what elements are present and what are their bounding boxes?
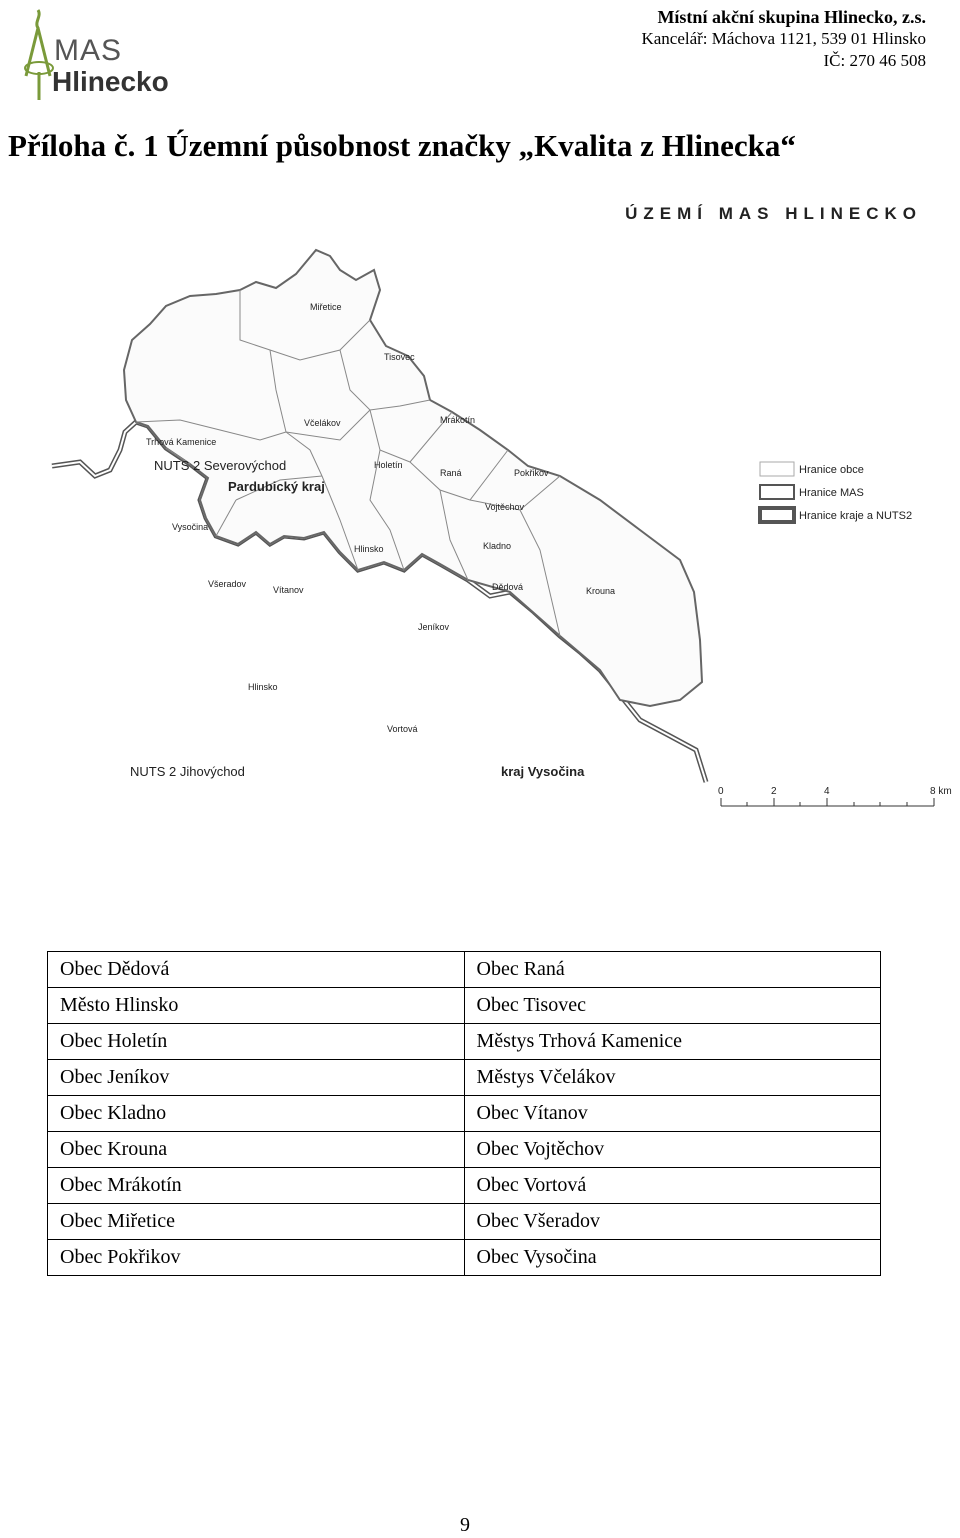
logo-hlinecko-text: Hlinecko [52, 66, 169, 97]
map-label-nuts-south: NUTS 2 Jihovýchod [130, 764, 245, 779]
table-cell-left: Obec Dědová [48, 952, 465, 988]
scale-tick-4: 4 [824, 786, 830, 797]
table-row [48, 1240, 881, 1276]
map-svg [40, 200, 960, 820]
table-cell-right: Obec Raná [464, 952, 881, 988]
map-label-hlinsko-2: Hlinsko [248, 682, 278, 692]
table-row [48, 988, 881, 1024]
legend-swatch-kraje [760, 508, 794, 522]
table-cell-right: Obec Vysočina [464, 1240, 881, 1276]
scale-tick-8: 8 km [930, 786, 952, 797]
map-label-krouna: Krouna [586, 586, 616, 596]
table-row [48, 1096, 881, 1132]
municipality-table [47, 951, 881, 1276]
table-cell-right: Obec Všeradov [464, 1204, 881, 1240]
map-label-mrakotin: Mrákotín [440, 415, 476, 425]
map-label-rana: Raná [440, 468, 462, 478]
table-row [48, 1024, 881, 1060]
map-label-vortova: Vortová [387, 724, 418, 734]
legend-swatch-obce [760, 462, 794, 476]
table-cell-right: Obec Vojtěchov [464, 1132, 881, 1168]
table-cell-right: Městys Včelákov [464, 1060, 881, 1096]
table-row [48, 1060, 881, 1096]
map-label-celakov: Včelákov [304, 418, 341, 428]
map-legend [760, 462, 912, 522]
table-cell-left: Obec Miřetice [48, 1204, 465, 1240]
logo-mas-text: MAS [54, 34, 123, 67]
map-label-pardubicky-kraj: Pardubický kraj [228, 479, 325, 494]
table-cell-left: Obec Kladno [48, 1096, 465, 1132]
legend-swatch-mas [760, 485, 794, 499]
table-cell-right: Obec Vítanov [464, 1096, 881, 1132]
table-row [48, 1132, 881, 1168]
map-label-jenikov: Jeníkov [418, 622, 450, 632]
org-address: Kancelář: Máchova 1121, 539 01 Hlinsko [641, 29, 926, 48]
map-scale-bar [718, 786, 952, 806]
table-cell-right: Obec Tisovec [464, 988, 881, 1024]
table-cell-left: Obec Jeníkov [48, 1060, 465, 1096]
mas-logo [12, 6, 212, 106]
page-title: Příloha č. 1 Územní působnost značky „Kvalita z Hlinecka“ [8, 128, 796, 163]
table-cell-left: Obec Mrákotín [48, 1168, 465, 1204]
map-label-vitanov: Vítanov [273, 585, 304, 595]
table-row [48, 1168, 881, 1204]
table-cell-left: Obec Holetín [48, 1024, 465, 1060]
map-label-miretice: Miřetice [310, 302, 342, 312]
table-row [48, 952, 881, 988]
territory-map [40, 200, 960, 820]
organization-info [641, 6, 926, 72]
map-title: ÚZEMÍ MAS HLINECKO [625, 204, 922, 223]
map-label-kladno: Kladno [483, 541, 512, 551]
map-label-holetin: Holetín [374, 460, 403, 470]
map-label-vysocina: Vysočina [172, 522, 209, 532]
org-name: Místní akční skupina Hlinecko, z.s. [657, 7, 926, 27]
map-label-tisovec: Tisovec [384, 352, 415, 362]
mas-outline [124, 250, 702, 706]
scale-tick-0: 0 [718, 786, 724, 797]
map-label-pokrikov: Pokřikov [514, 468, 549, 478]
table-cell-right: Městys Trhová Kamenice [464, 1024, 881, 1060]
map-label-vojtechov: Vojtěchov [485, 502, 525, 512]
table-cell-right: Obec Vortová [464, 1168, 881, 1204]
table-cell-left: Obec Krouna [48, 1132, 465, 1168]
municipality-table-body [48, 952, 881, 1276]
legend-obce: Hranice obce [799, 464, 864, 476]
map-label-kraj-vysocina: kraj Vysočina [501, 764, 585, 779]
map-label-trhova: Trhová Kamenice [146, 437, 217, 447]
org-ic: IČ: 270 46 508 [823, 51, 926, 70]
table-cell-left: Město Hlinsko [48, 988, 465, 1024]
table-cell-left: Obec Pokřikov [48, 1240, 465, 1276]
map-label-dedova: Dědová [492, 582, 524, 592]
table-row [48, 1204, 881, 1240]
scale-tick-2: 2 [771, 786, 777, 797]
map-label-vseradov: Všeradov [208, 579, 247, 589]
map-label-hlinsko-1: Hlinsko [354, 544, 384, 554]
page-number: 9 [460, 1514, 470, 1536]
legend-mas: Hranice MAS [799, 487, 864, 499]
legend-kraje: Hranice kraje a NUTS2 [799, 510, 913, 522]
map-label-nuts-north: NUTS 2 Severovýchod [154, 458, 287, 473]
